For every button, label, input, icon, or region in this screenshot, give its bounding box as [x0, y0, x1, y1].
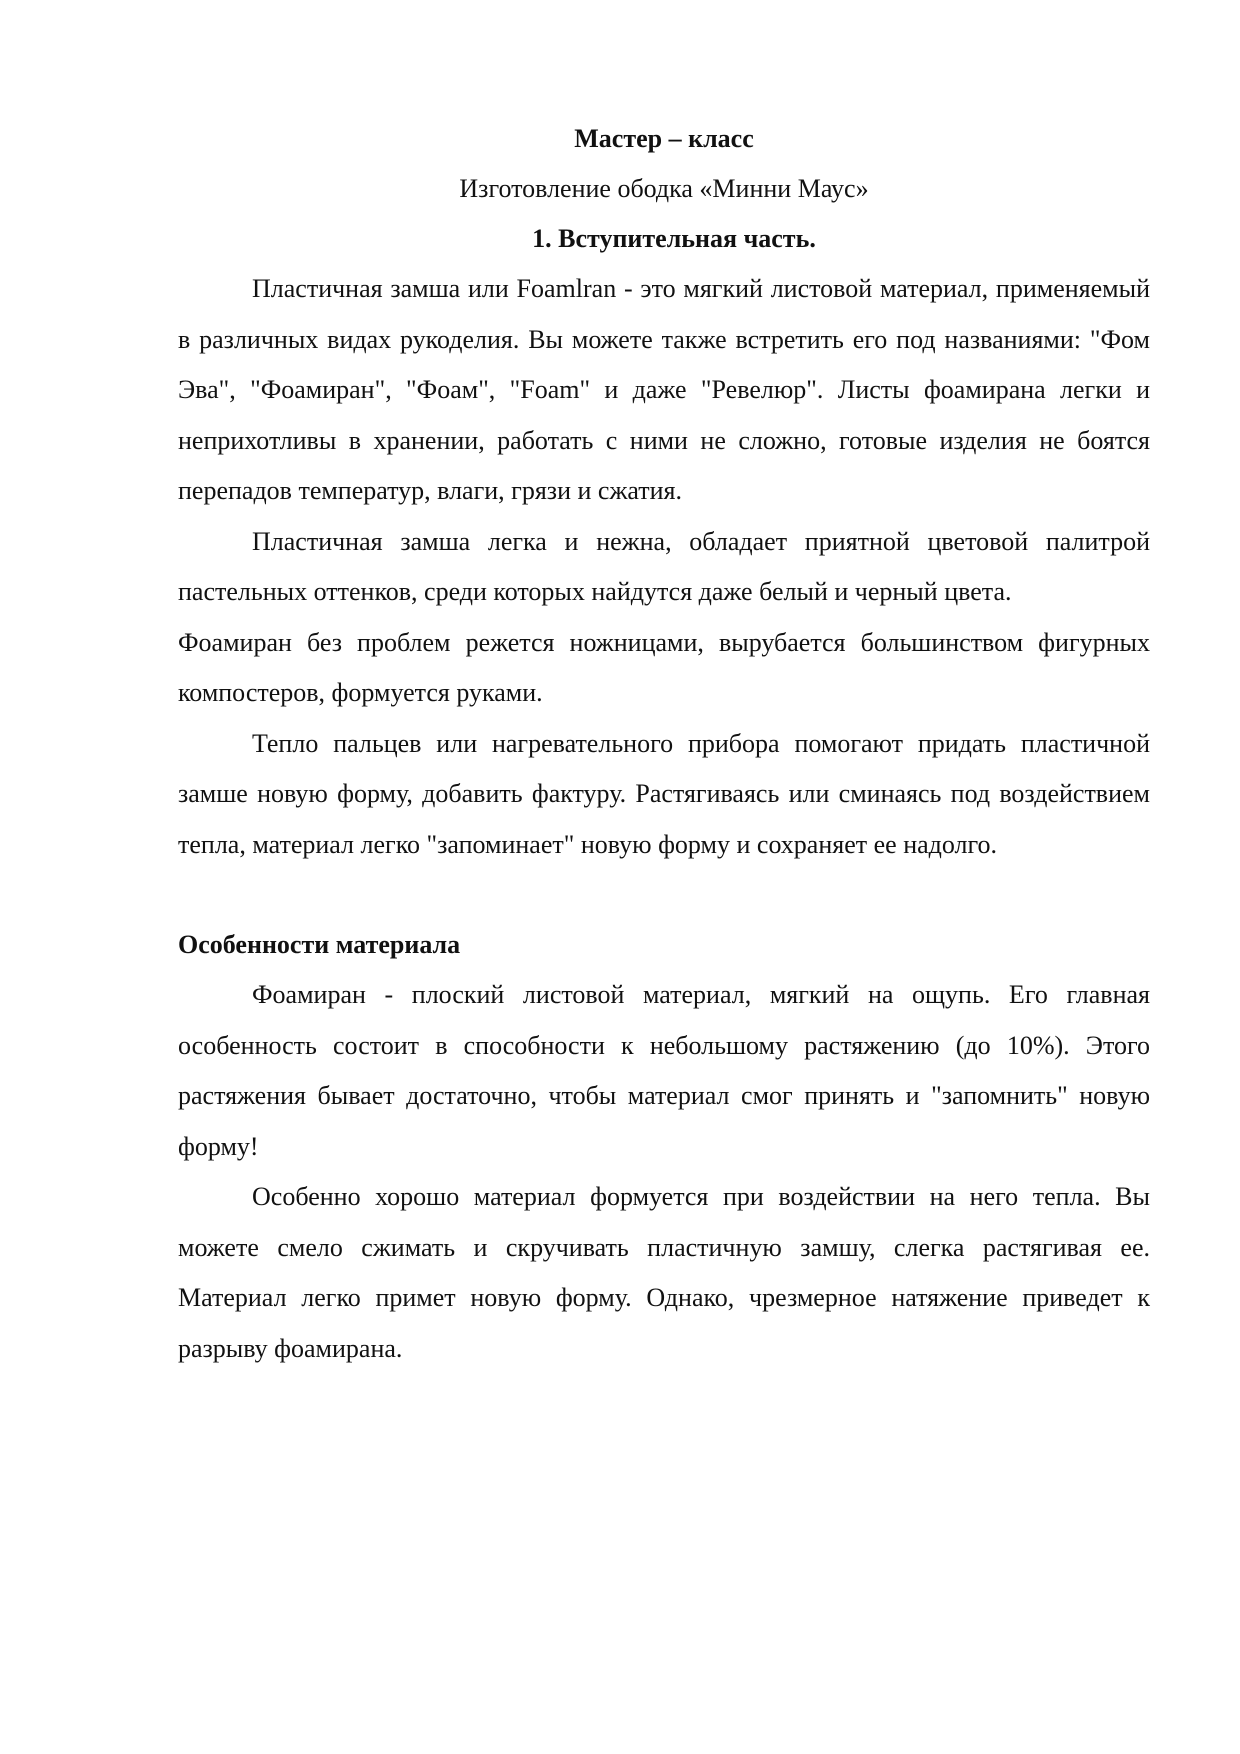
- section-heading-features: Особенности материала: [178, 930, 461, 959]
- section-heading-intro: 1. Вступительная часть.: [532, 224, 816, 253]
- paragraph: Фоамиран - плоский листовой материал, мягкий на ощупь. Его главная особенность состоит в способности к небольшому растяжению (до 10%). Этого растяжения бывает достаточно, чтобы материал смог принять и "запомнить" новую форму!: [178, 980, 1150, 1161]
- paragraph: Фоамиран без проблем режется ножницами, вырубается большинством фигурных компостеров, формуется руками.: [178, 627, 1150, 707]
- paragraph: Тепло пальцев или нагревательного прибора помогают придать пластичной замше новую форму, добавить фактуру. Растягиваясь или сминаясь под воздействием тепла, материал легко "запоминает" новую форму и сохраняет ее надолго.: [178, 728, 1150, 859]
- paragraph: Особенно хорошо материал формуется при воздействии на него тепла. Вы можете смело сжимать и скручивать пластичную замшу, слегка растягивая ее. Материал легко примет новую форму. Однако, чрезмерное натяжение приведет к разрыву фоамирана.: [178, 1182, 1150, 1363]
- paragraph: Пластичная замша или Foamlran - это мягкий листовой материал, применяемый в различных видах рукоделия. Вы можете также встретить его под названиями: "Фом Эва", "Фоамиран", "Фоам", "Foam" и даже "Ревелюр". Листы фоамирана легки и неприхотливы в хранении, работать с ними не сложно, готовые изделия не боятся перепадов температур, влаги, грязи и сжатия.: [178, 274, 1150, 505]
- paragraph: Пластичная замша легка и нежна, обладает приятной цветовой палитрой пастельных оттенков, среди которых найдутся даже белый и черный цвета.: [178, 526, 1150, 606]
- document-body: [178, 114, 1150, 1374]
- document-title: Мастер – класс: [574, 124, 754, 153]
- document-subtitle: Изготовление ободка «Минни Маус»: [459, 174, 869, 203]
- spacer: [178, 870, 1150, 920]
